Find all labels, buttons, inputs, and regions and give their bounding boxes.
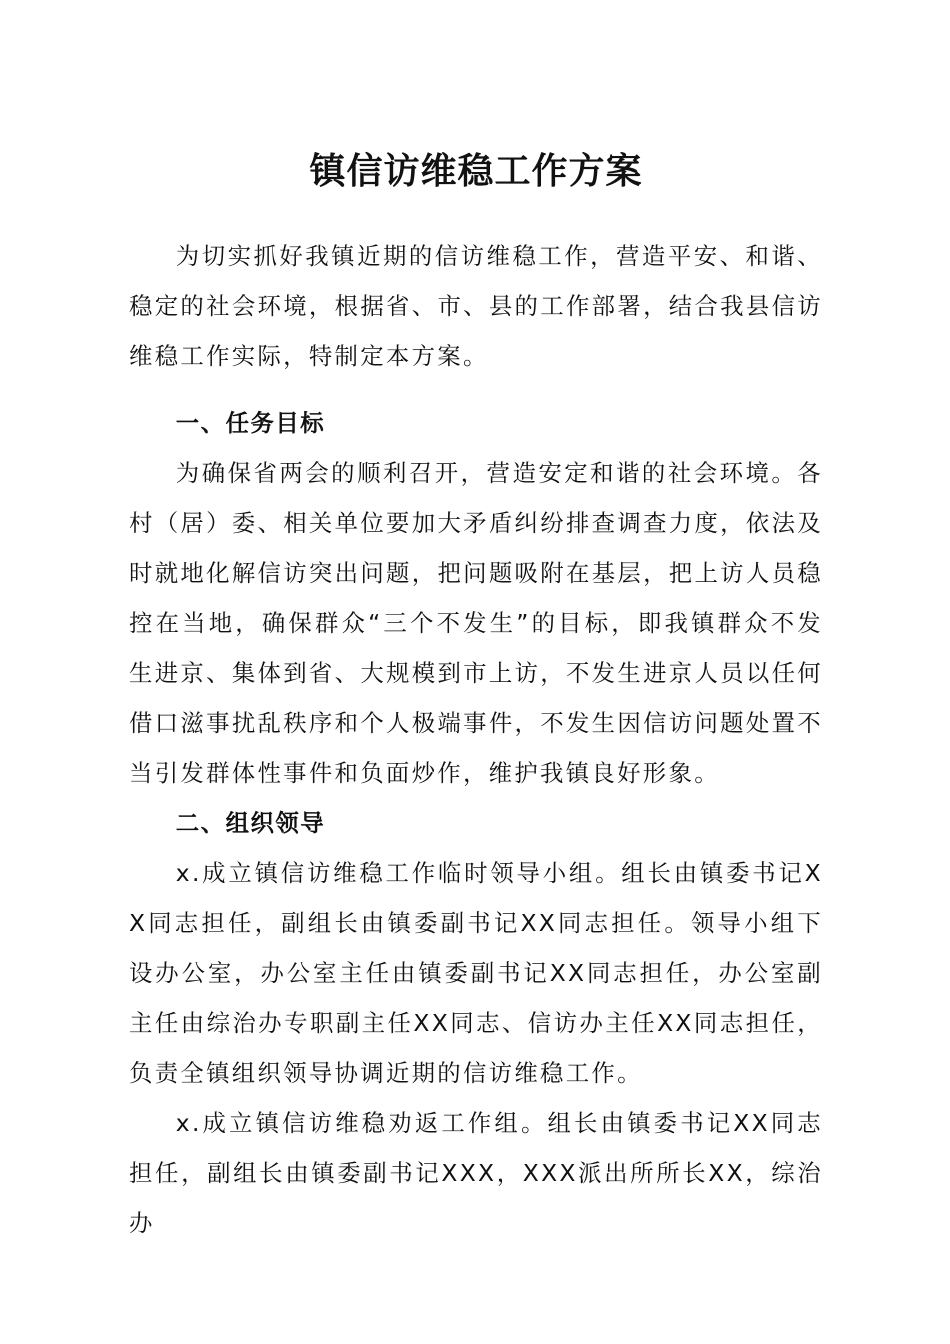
- document-title: 镇信访维稳工作方案: [309, 150, 643, 192]
- section-heading-task-goal: 一、任务目标: [175, 409, 326, 437]
- section-paragraph-persuasion-group: x.成立镇信访维稳劝返工作组。组长由镇委书记XX同志担任，副组长由镇委副书记XXX，XXX派出所所长XX，综治办: [129, 1109, 823, 1237]
- section-paragraph-task-goal: 为确保省两会的顺利召开，营造安定和谐的社会环境。各村（居）委、相关单位要加大矛盾纠纷排查调查力度，依法及时就地化解信访突出问题，把问题吸附在基层，把上访人员稳控在当地，确保群众“三个不发生”的目标，即我镇群众不发生进京、集体到省、大规模到市上访，不发生进京人员以任何借口滋事扰乱秩序和个人极端事件，不发生因信访问题处置不当引发群体性事件和负面炒作，维护我镇良好形象。: [129, 459, 823, 787]
- intro-paragraph: 为切实抓好我镇近期的信访维稳工作，营造平安、和谐、稳定的社会环境，根据省、市、县的工作部署，结合我县信访维稳工作实际，特制定本方案。: [129, 242, 823, 370]
- section-heading-organization: 二、组织领导: [175, 809, 326, 837]
- section-paragraph-leadership-group: x.成立镇信访维稳工作临时领导小组。组长由镇委书记XX同志担任，副组长由镇委副书记XX同志担任。领导小组下设办公室，办公室主任由镇委副书记XX同志担任，办公室副主任由综治办专职副主任XX同志、信访办主任XX同志担任，负责全镇组织领导协调近期的信访维稳工作。: [129, 859, 823, 1087]
